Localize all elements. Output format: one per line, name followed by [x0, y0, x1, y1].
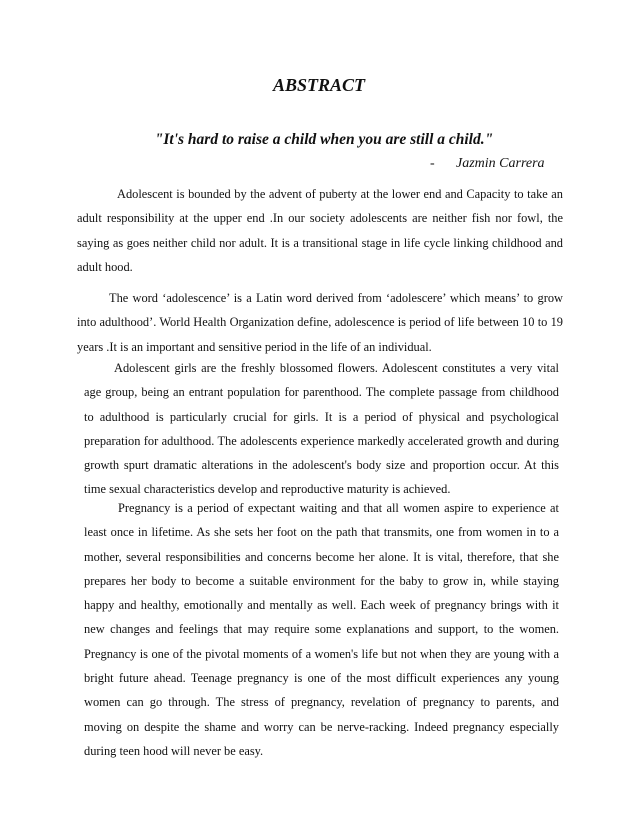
abstract-heading: ABSTRACT: [272, 75, 366, 95]
attribution-name: Jazmin Carrera: [456, 156, 545, 171]
paragraph-adolescence-definition: Adolescent is bounded by the advent of puberty at the lower end and Capacity to take an adult responsibility at the upper end .In our society adolescents are neither fish nor fowl, the saying as goes neither child nor adult. It is a transitional stage in life cycle linking childhood and adult hood.: [77, 187, 563, 274]
paragraph-word-origin: The word ‘adolescence’ is a Latin word derived from ‘adolescere’ which means’ to grow into adulthood’. World Health Organization define, adolescence is period of life between 10 to 19 years .It is an important and sensitive period in the life of an individual.: [77, 291, 563, 354]
quote-attribution: [430, 155, 545, 173]
epigraph-quote: "It's hard to raise a child when you are still a child.": [154, 131, 494, 148]
attribution-dash: -: [430, 156, 435, 171]
paragraph-adolescent-girls: Adolescent girls are the freshly blossomed flowers. Adolescent constitutes a very vital age group, being an entrant population for parenthood. The complete passage from childhood to adulthood is particularly crucial for girls. It is a period of physical and psychological preparation for adulthood. The adolescents experience markedly accelerated growth and during growth spurt dramatic alterations in the adolescent's body size and proportion occur. At this time sexual characteristics develop and reproductive maturity is achieved.: [84, 361, 559, 497]
paragraph-pregnancy: Pregnancy is a period of expectant waiting and that all women aspire to experience at least once in lifetime. As she sets her foot on the path that transmits, one from women in to a mother, several responsibilities and concerns become her alone. It is vital, therefore, that she prepares her body to become a suitable environment for the baby to grow in, while staying happy and healthy, emotionally and mentally as well. Each week of pregnancy brings with it new changes and feelings that may require some explanations and support, to the women. Pregnancy is one of the pivotal moments of a women's life but not when they are young with a bright future ahead. Teenage pregnancy is one of the most difficult experiences any young women can go through. The stress of pregnancy, revelation of pregnancy to parents, and moving on despite the shame and worry can be nerve-racking. Indeed pregnancy especially during teen hood will never be easy.: [84, 501, 559, 758]
